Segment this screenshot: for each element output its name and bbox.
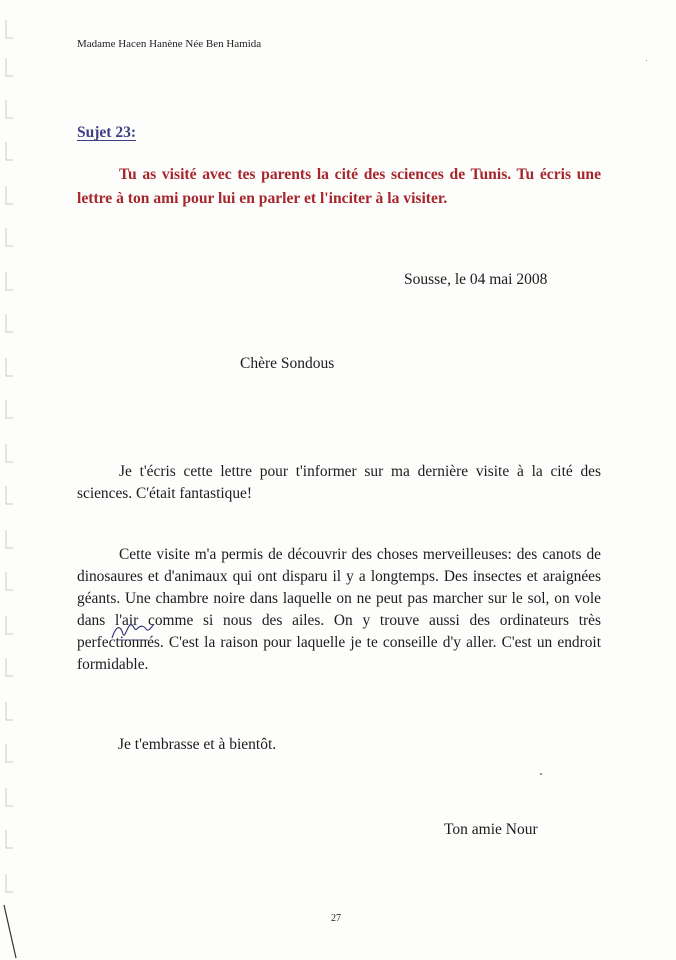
handwritten-correction-mark	[108, 616, 158, 642]
subject-prompt: Tu as visité avec tes parents la cité des sciences de Tunis. Tu écris une lettre à ton ami pour lui en parler et l'inciter à la visiter.	[77, 166, 601, 207]
paper-speck	[540, 773, 542, 775]
binder-hole-marks	[0, 0, 24, 960]
place-date: Sousse, le 04 mai 2008	[404, 271, 548, 288]
subject-label: Sujet 23:	[77, 124, 136, 141]
letter-closing: Je t'embrasse et à bientôt.	[118, 736, 277, 753]
letter-paragraph-1: Je t'écris cette lettre pour t'informer sur ma dernière visite à la cité des sciences. C'était fantastique!	[77, 463, 601, 502]
letter-signature: Ton amie Nour	[444, 821, 538, 838]
author-header: Madame Hacen Hanène Née Ben Hamida	[77, 38, 262, 50]
paper-speck	[646, 60, 647, 61]
page-number: 27	[331, 913, 341, 924]
salutation: Chère Sondous	[240, 355, 335, 372]
letter-paragraph-2: Cette visite m'a permis de découvrir des choses merveilleuses: des canots de dinosaures et d'animaux qui ont disparu il y a longtemps. Des insectes et araignées géants. Une chambre noire dans laquelle on ne peut pas marcher sur le sol, on vole dans l'air comme si nous des ailes. On y trouve aussi des ordinateurs très perfectionnés. C'est la raison pour laquelle je te conseille d'y aller. C'est un endroit formidable.	[77, 546, 601, 673]
